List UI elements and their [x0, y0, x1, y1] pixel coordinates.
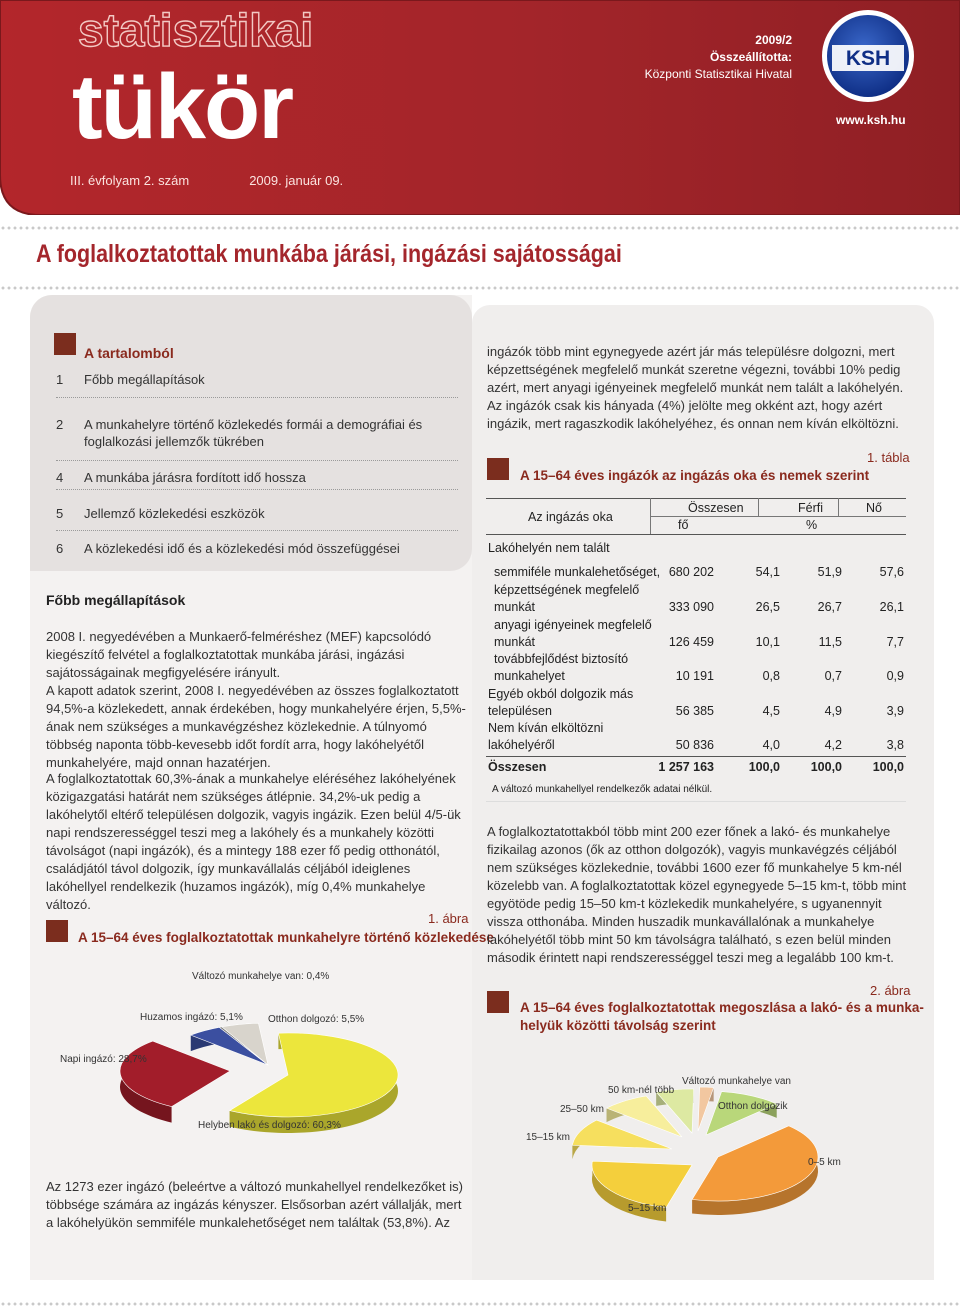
toc-divider [56, 489, 458, 490]
brand-top: statisztikai [78, 4, 314, 56]
figure-2-title-line-1: A 15–64 éves foglalkoztatottak megoszlása a lakó- és a munka- [520, 1000, 924, 1015]
table-cell: 10,1 [755, 635, 780, 649]
pie-label: 25–50 km [560, 1104, 604, 1115]
pie-label: Változó munkahelye van: 0,4% [192, 971, 330, 982]
table-cell: 0,7 [824, 669, 842, 683]
figure-1-pie [30, 955, 472, 1165]
section-square-icon [487, 991, 509, 1013]
table-cell: 0,9 [886, 669, 904, 683]
pie-label: Huzamos ingázó: 5,1% [140, 1012, 243, 1023]
toc-divider [56, 397, 458, 398]
table-cell: 10 191 [675, 669, 714, 683]
figure-1-heading [46, 920, 68, 942]
edition: 2009/2 [755, 33, 792, 47]
pie-label: Otthon dolgozó: 5,5% [268, 1014, 365, 1025]
findings-paragraph: Az 1273 ezer ingázó (beleértve a változó munkahellyel rendelkezőket is) többsége számára az ingázás kényszer. Elsősorban azért vállalják, mert a lakóhelyükön semmiféle munkalehetőséget nem találtak (53,8%). Az [46, 1179, 463, 1230]
findings-paragraph: 2008 I. negyedévében a Munkaerő-felméréshez (MEF) kapcsolódó kiegészítő felvétel a foglalkoztatottak munkába járási, ingázási sajátosságainak megfigyelésére irányult. [46, 629, 432, 680]
table-unit: fő [678, 518, 689, 532]
table-row-label: Nem kíván elköltözni [488, 721, 604, 735]
table-row-label: munkát [494, 635, 535, 649]
table-cell: 56 385 [675, 704, 714, 718]
table-section-label: Lakóhelyén nem talált [488, 541, 610, 555]
table-cell: 4,9 [824, 704, 842, 718]
table-total-cell: 100,0 [748, 760, 780, 774]
issue-date: 2009. január 09. [249, 173, 344, 188]
table-cell: 3,9 [886, 704, 904, 718]
compiled-label: Összeállította: [709, 50, 792, 64]
pie-label: 50 km-nél több [608, 1085, 675, 1096]
divider-bottom [0, 1302, 960, 1306]
section-square-icon [487, 458, 509, 480]
table-total-cell: 100,0 [810, 760, 842, 774]
table-cell: 50 836 [675, 738, 714, 752]
pie-label: 15–15 km [526, 1132, 570, 1143]
table-cell: 333 090 [668, 600, 714, 614]
table-note: A változó munkahellyel rendelkezők adatai nélkül. [492, 784, 713, 795]
table-cell: 11,5 [818, 635, 842, 649]
table-unit: % [806, 518, 818, 532]
table-total-label: Összesen [488, 760, 547, 774]
table-row-label: semmiféle munkalehetőséget, [494, 565, 661, 579]
table-cell: 4,0 [762, 738, 780, 752]
table-header: Nő [866, 501, 882, 515]
table-row-label: munkahelyet [494, 669, 565, 683]
toc-heading-label: A tartalomból [84, 345, 174, 361]
ksh-logo-text: KSH [845, 47, 891, 70]
page-title: A foglalkoztatottak munkába járási, ingázási sajátosságai [36, 240, 622, 268]
table-cell: 7,7 [886, 635, 904, 649]
table-cell: 4,2 [824, 738, 842, 752]
table-cell: 54,1 [755, 565, 780, 579]
table-row-label: továbbfejlődést biztosító [494, 652, 629, 666]
figure-1-number: 1. ábra [428, 911, 469, 926]
findings-paragraph: A foglalkoztatottak 60,3%-ának a munkahelye eléréséhez lakóhelyének közigazgatási határát nem szükséges átlépnie. 34,2%-uk pedig a lakóhelytől eltérő településen dolgozik, vagyis ingázik. Ezen belül 4/5-ük napi rendszerességgel teszi meg a lakóhely és a munkahely közötti távolságot (napi ingázók), és a mintegy 188 ezer fő pedig otthonától, családjától távol dolgozik, így munkavállalás céljából ideiglenes lakóhellyel rendelkezik (huzamos ingázók), míg 0,4% munkahelye változó. [46, 771, 461, 912]
table-cell: 4,5 [762, 704, 780, 718]
figure-1-title: A 15–64 éves foglalkoztatottak munkahelyre történő közlekedése [78, 930, 494, 945]
table-row-label: településen [488, 704, 552, 718]
table-row-label: lakóhelyéről [488, 738, 555, 752]
divider-title [0, 286, 960, 290]
section-square-icon [46, 920, 68, 942]
table-cell: 26,5 [755, 600, 780, 614]
toc-divider [56, 530, 458, 531]
issue-line [70, 173, 403, 188]
table-header: Férfi [798, 501, 823, 515]
pie-label: 5–15 km [628, 1203, 667, 1214]
table-header: Az ingázás oka [528, 510, 613, 524]
table-cell: 0,8 [762, 669, 780, 683]
table-cell: 51,9 [817, 565, 842, 579]
publisher: Központi Statisztikai Hivatal [644, 67, 792, 81]
publication-meta [645, 32, 792, 83]
issue-volume: III. évfolyam 2. szám [70, 173, 190, 188]
table-cell: 680 202 [668, 565, 714, 579]
table-1-title: A 15–64 éves ingázók az ingázás oka és nemek szerint [520, 468, 870, 483]
findings-heading: Főbb megállapítások [46, 592, 186, 608]
findings-paragraph: A kapott adatok szerint, 2008 I. negyedévében az összes foglalkoztatott 94,5%-a közlekedett, annak érdekében, hogy munkahelyére érjen, 5,5%-ának nem szükséges a munkavégzéshez közlekednie. A túlnyomó többség naponta több-kevesebb időt fordít arra, hogy lakóhelyétől munkahelyére, majd onnan hazatérjen. [46, 683, 466, 770]
pie-label: Otthon dolgozik [718, 1101, 788, 1112]
table-header: Összesen [688, 501, 744, 515]
brand-main: tükör [72, 56, 292, 158]
table-row-label: munkát [494, 600, 535, 614]
figure-2-title-line-2: helyük közötti távolság szerint [520, 1018, 716, 1033]
toc-heading [54, 333, 174, 361]
table-cell: 26,7 [817, 600, 842, 614]
table-row-label: Egyéb okból dolgozik más [488, 687, 634, 701]
table-total-cell: 1 257 163 [658, 760, 714, 774]
divider-top [0, 226, 960, 230]
pie-label: Változó munkahelye van [682, 1076, 791, 1087]
table-1 [486, 498, 906, 803]
body-paragraph: A foglalkoztatottakból több mint 200 ezer főnek a lakó- és munkahelye fizikailag azonos (ők az otthon dolgozók), vagyis munkavégzés céljából nem szükséges közlekednie, további 1600 ezer fő munkahelye 5 km-nél közelebb van. A foglalkoztatottak közel egynegyede 5–15 km-t, több mint egyötöde pedig 15–50 km-t közlekedik munkahelyére, s ugyanennyit vissza otthonába. Minden huszadik munkavállalónak a munkahelye lakóhelyétől több mint 50 km távolságra található, s ezen belül minden második érintett napi rendszerességgel teszi meg a legalább 100 km-t. [487, 824, 907, 965]
table-cell: 57,6 [879, 565, 904, 579]
figure-2-number: 2. ábra [870, 983, 911, 998]
table-cell: 126 459 [668, 635, 714, 649]
section-square-icon [54, 333, 76, 355]
toc-divider [56, 460, 458, 461]
website-link[interactable]: www.ksh.hu [836, 113, 906, 127]
table-cell: 3,8 [886, 738, 904, 752]
table-1-heading [487, 458, 509, 480]
pie-label: Helyben lakó és dolgozó: 60,3% [198, 1120, 341, 1131]
table-row-label: képzettségének megfelelő [494, 583, 640, 597]
figure-2-pie [472, 1055, 934, 1235]
table-1-number: 1. tábla [867, 450, 910, 465]
figure-2-heading [487, 991, 509, 1013]
table-total-cell: 100,0 [872, 760, 904, 774]
body-paragraph: ingázók több mint egynegyede azért jár más településre dolgozni, mert képzettségének megfelelő munkát szeretne végezni, további 10% pedig azért, mert anyagi igényeinek megfelelő munkát nem talált a lakóhelyén. Az ingázók csak kis hányada (4%) jelölte meg okként azt, hogy azért ingázik, mert ragaszkodik lakóhelyéhez, és onnan nem kíván elköltözni. [487, 344, 904, 431]
pie-label: Napi ingázó: 28,7% [60, 1054, 147, 1065]
table-row-label: anyagi igényeinek megfelelő [494, 618, 652, 632]
pie-label: 0–5 km [808, 1157, 841, 1168]
table-cell: 26,1 [879, 600, 904, 614]
